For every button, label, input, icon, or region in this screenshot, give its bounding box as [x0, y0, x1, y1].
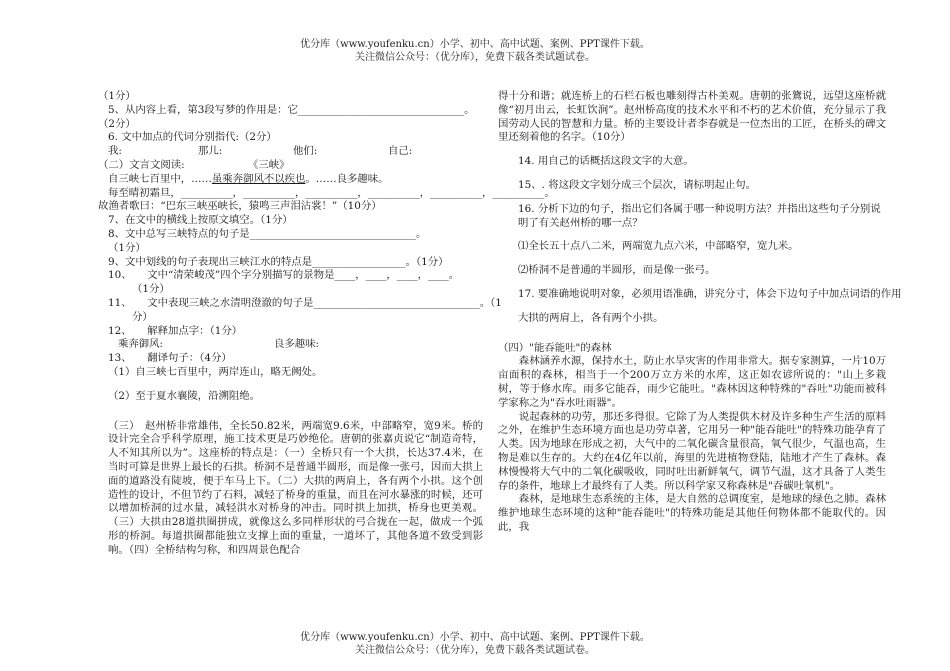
question-13: 13、 翻译句子：（4分）: [108, 352, 232, 365]
question-14: 14. 用自己的话概括这段文字的大意。: [518, 155, 694, 168]
passage-text: 。……良多趣味。: [305, 172, 389, 185]
score-note: （1分）: [98, 90, 136, 102]
passage-line: 故渔者歌曰：“巴东三峡巫峡长，猿鸣三声泪沾裳！”（10分）: [98, 200, 382, 213]
forest-paragraph-1: 森林涵养水源，保持水土，防止水旱灾害的作用非常大。据专家测算，一片10万亩面积的森林，相当于一个200万立方米的水库，这正如农谚所说的："山上多栽树，等于修水库。雨多它能吞，雨少它能吐。"森林因这种特殊的"吞吐"功能而被科学家称之为"吞水吐雨器"。: [498, 355, 886, 409]
question-16-sentence-1: ⑴全长五十点八二米，两端宽九点六米，中部略窄，宽九米。: [518, 240, 799, 253]
question-9: 9、文中划线的句子表现出三峡江水的特点是__________________。（1分）: [108, 255, 449, 268]
passage-text: 自三峡七百里中，……: [108, 172, 212, 185]
page-footer: [0, 631, 950, 657]
question-17: 17. 要准确地说明对象，必须用语准确，讲究分寸，体会下边句子中加点词语的作用: [518, 287, 902, 300]
forest-paragraph-3: 森林，是地球生态系统的主体，是大自然的总调度室，是地球的绿色之肺。森林维护地球生态环境的这种"能吞能吐"的特殊功能是其他任何物体都不能取代的。因此，我: [498, 493, 886, 533]
question-15: 15、. 将这段文字划分成三个层次，请标明起止句。: [518, 178, 757, 191]
question-6: 6. 文中加点的代词分别指代:（2分）: [108, 131, 277, 144]
score-note: （1分）: [108, 241, 146, 254]
passage-zhaozhou-bridge: （三） 赵州桥非常雄伟，全长50.82米，两端宽9.6米，中部略窄，宽9米。桥的设计完全合乎科学原理，施工技术更是巧妙绝伦。唐朝的张嘉贞说它“制造奇特，人不知其所以为”。这座桥的特点是：（一）全桥只有一个大拱，长达37.4米，在当时可算是世界上最长的石拱。桥洞不是普通半圆形，而是像一张弓，因而大拱上面的道路没有陡坡，便于车马上下。（二）大拱的两肩上，各有两个小拱。这个创造性的设计，不但节约了石料，减轻了桥身的重量，而且在河水暴涨的时候，还可以增加桥洞的过水量，减轻洪水对桥身的冲击。同时拱上加拱，桥身也更美观。（三）大拱由28道拱圈拼成，就像这么多同样形状的弓合拢在一起，做成一个弧形的桥洞。每道拱圈都能独立支撑上面的重量，一道坏了，其他各道不致受到影响。（四）全桥结构匀称，和四周景色配合: [108, 419, 483, 556]
pronoun-nar: 那儿:: [198, 145, 223, 158]
pronoun-row: [98, 145, 483, 159]
translate-1: （1）自三峡七百里中，两岸连山，略无阙处。: [108, 365, 323, 378]
question-5: 5、从内容上看，第3段写梦的作用是：它________________________________。: [108, 103, 475, 116]
passage-line: [98, 173, 483, 187]
question-8: 8、文中总写三峡特点的句子是________________________________。: [108, 227, 427, 240]
explain-row: [98, 338, 483, 352]
explain-item-2: 良多趣味:: [274, 338, 320, 351]
section-4-heading: （四）"能吞能吐"的森林: [498, 341, 612, 354]
passage-continued: 得十分和谐；就连桥上的石栏石板也雕刻得古朴美观。唐朝的张鷟说，远望这座桥就像“初月出云，长虹饮涧”。赵州桥高度的技术水平和不朽的艺术价值，充分显示了我国劳动人民的智慧和力量。桥的主要设计者李春就是一位杰出的工匠，在桥头的碑文里还刻着他的名字。（10分）: [498, 90, 886, 144]
header-line-2: 关注微信公众号：（优分库），免费下载各类试题试卷。: [355, 52, 595, 63]
score-note: （1分）: [132, 283, 170, 296]
question-10: 10、 文中“清荣峻茂”四个字分别描写的景物是____，____，____，____。: [108, 269, 460, 282]
footer-line-1: 优分库（www.youfenku.cn）小学、初中、高中试题、案例、PPT课件下载。: [300, 632, 650, 643]
pronoun-tamen: 他们:: [293, 145, 318, 158]
underlined-sentence: 虽乘奔御风不以疾也: [211, 172, 306, 185]
question-16-sentence-2: ⑵桥洞不是普通的半圆形，而是像一张弓。: [518, 264, 716, 277]
explain-item-1: 乘奔御风:: [118, 338, 164, 351]
question-12: 12、 解释加点字：（1分）: [108, 324, 243, 337]
score-note: （2分）: [98, 117, 136, 130]
fill-blank-line: 每至晴初霜旦，__________，__________，__________，__________，__________，__________。: [108, 186, 555, 199]
question-11: 11、 文中表现三峡之水清明澄澈的句子是________________________________。（1: [108, 296, 502, 309]
question-7: 7、在文中的横线上按原文填空。（1分）: [108, 214, 293, 227]
footer-line-2: 关注微信公众号：（优分库），免费下载各类试题试卷。: [355, 645, 595, 656]
section-2-heading: [98, 159, 483, 173]
section-2-label: （二）文言文阅读:: [98, 158, 185, 171]
page-header: [0, 38, 950, 64]
poem-title: 《三峡》: [248, 158, 290, 171]
header-line-1: 优分库（www.youfenku.cn）小学、初中、高中试题、案例、PPT课件下载。: [300, 39, 650, 50]
pronoun-wo: 我:: [108, 145, 122, 158]
pronoun-ziji: 自己:: [388, 145, 413, 158]
score-note: 分）: [132, 310, 153, 323]
question-16: 16. 分析下边的句子，指出它们各属于哪一种说明方法？并指出这些句子分别说明了有关赵州桥的哪一点？: [518, 202, 881, 229]
question-17-sentence: 大拱的两肩上，各有两个小拱。: [518, 311, 664, 324]
translate-2: （2）至于夏水襄陵，沿溯阻绝。: [108, 389, 261, 402]
right-column: [498, 90, 902, 535]
forest-paragraph-2: 说起森林的功劳，那还多得很。它除了为人类提供木材及许多种生产生活的原料之外，在维护生态环境方面也是功劳卓著，它用另一种"能吞能吐"的特殊功能孕育了人类。因为地球在形成之初，大气中的二氧化碳含量很高，氧气很少，气温也高，生物是难以生存的。大约在4亿年以前，海里的先进植物登陆，陆地才产生了森林。森林慢慢将大气中的二氧化碳吸收，同时吐出新鲜氧气，调节气温，这才具备了人类生存的条件，地球上才最终有了人类。所以科学家又称森林是"吞碳吐氧机"。: [498, 410, 886, 492]
